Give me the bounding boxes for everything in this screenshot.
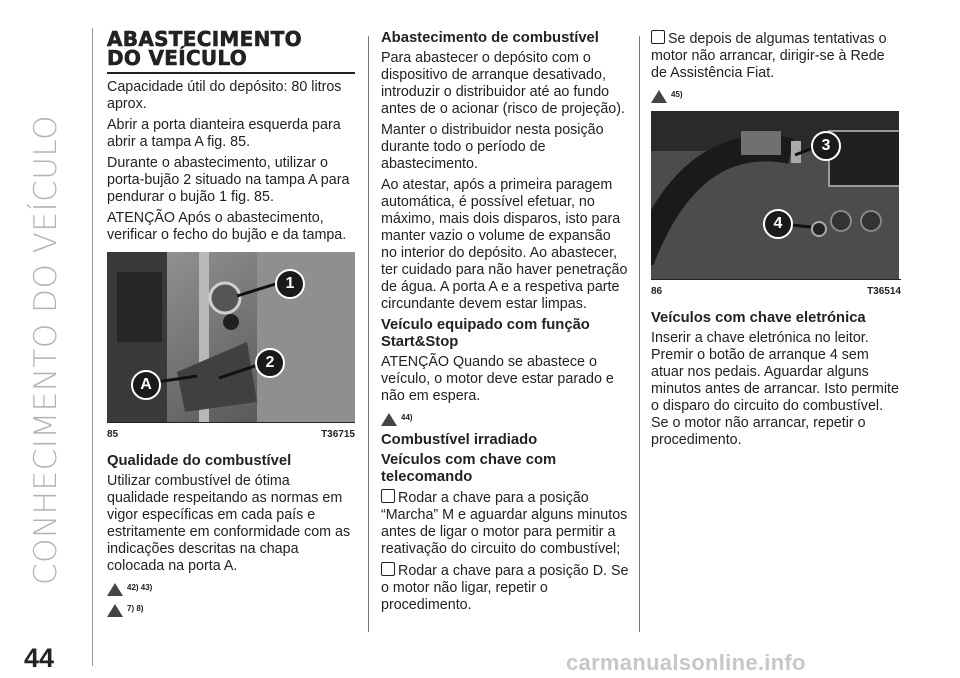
section-title-line-1: ABASTECIMENTO [107,27,302,51]
side-divider [92,28,93,666]
bullet-item [381,562,629,614]
warning-triangle-icon [381,413,397,426]
warning-ref [107,600,355,617]
bullet-text: Rodar a chave para a posição “Marcha” M e aguardar alguns minutos antes de ligar o motor para permitir a reativação do circuito do combustível; [381,490,628,557]
figure-86-caption [651,279,901,300]
bullet-text: Rodar a chave para a posição D. Se o motor não ligar, repetir o procedimento. [381,563,629,613]
callout-4: 4 [763,209,793,239]
warning-ref [381,409,629,426]
capacity-text: Capacidade útil do depósito: 80 litros aprox. [107,79,342,112]
callout-2: 2 [255,348,285,378]
figure-number: 85 [107,429,119,440]
column-3 [651,30,901,453]
start-stop-text: ATENÇÃO Quando se abastece o veículo, o motor deve estar parado e não em espera. [381,354,614,404]
callout-A: A [131,370,161,400]
bullet-item [381,489,629,558]
warning-triangle-icon [651,90,667,103]
bullet-text: Se depois de algumas tentativas o motor não arrancar, dirigir-se à Rede de Assistência Fiat. [651,31,887,81]
refuelling-heading: Abastecimento de combustível [381,30,599,46]
callout-1: 1 [275,269,305,299]
checkbox-bullet-icon [381,489,395,503]
warning-ref-text: 44) [401,413,413,422]
environment-warning-icon [107,604,123,617]
warning-ref-text: 7) 8) [127,604,144,613]
remote-key-heading: Veículos com chave com telecomando [381,452,557,485]
callout-3: 3 [811,131,841,161]
title-underline [107,72,355,74]
refuelling-text-2: Manter o distribuidor nesta posição durante todo o período de abastecimento. [381,122,604,172]
column-1 [107,27,355,619]
electronic-key-text: Inserir a chave eletrónica no leitor. Premir o botão de arranque 4 sem atuar nos pedais. Aguardar alguns minutos antes de arrancar. Isto permite o disparo do circuito do combustível. Se o motor não arrancar, repetir o procedimento. [651,330,899,448]
figure-86-image [651,111,899,279]
column-divider [368,36,369,632]
refuelling-text-1: Para abastecer o depósito com o dispositivo de arranque desativado, introduzir o distribuidor até ao fundo antes de o acionar (risco de projeção). [381,50,625,117]
checkbox-bullet-icon [381,562,395,576]
figure-code: T36715 [321,429,355,440]
section-title-line-2: DO VEÍCULO [107,46,248,70]
open-flap-text: Abrir a porta dianteira esquerda para abrir a tampa A fig. 85. [107,117,341,150]
fuel-quality-heading: Qualidade do combustível [107,453,292,469]
figure-code: T36514 [867,286,901,297]
checkbox-bullet-icon [651,30,665,44]
attention-text: ATENÇÃO Após o abastecimento, verificar o fecho do bujão e da tampa. [107,210,347,243]
figure-number: 86 [651,286,663,297]
refuelling-text-3: Ao atestar, após a primeira paragem automática, é possível efetuar, no máximo, mais dois disparos, isto para manter vazio o volume de expansão no interior do depósito. Ao abastecer, ter cuidado para não haver penetração de água. A porta A e a respetiva parte circundante devem estar limpas. [381,177,628,312]
warning-ref-text: 45) [671,90,683,99]
warning-triangle-icon [107,583,123,596]
figure-85-image [107,252,355,422]
irradiated-fuel-heading: Combustível irradiado [381,432,538,448]
electronic-key-heading: Veículos com chave eletrónica [651,310,866,326]
column-2 [381,30,629,618]
column-divider [639,36,640,632]
warning-ref-text: 42) 43) [127,583,153,592]
watermark: carmanualsonline.info [566,650,806,675]
bullet-item [651,30,901,82]
fuel-quality-text: Utilizar combustível de ótima qualidade respeitando as normas em vigor específicas em cada país e estritamente em conformidade com as indicações descritas na chapa colocada na porta A. [107,473,351,574]
page-number: 44 [24,643,55,673]
start-stop-heading: Veículo equipado com função Start&Stop [381,317,590,350]
dashboard-illustration [651,111,899,279]
warning-ref [107,579,355,596]
warning-ref [651,86,901,103]
figure-85-caption [107,422,355,443]
side-section-title: CONHECIMENTO DO VEÍCULO [28,114,64,586]
cap-holder-text: Durante o abastecimento, utilizar o porta-bujão 2 situado na tampa A para pendurar o bujão 1 fig. 85. [107,155,350,205]
